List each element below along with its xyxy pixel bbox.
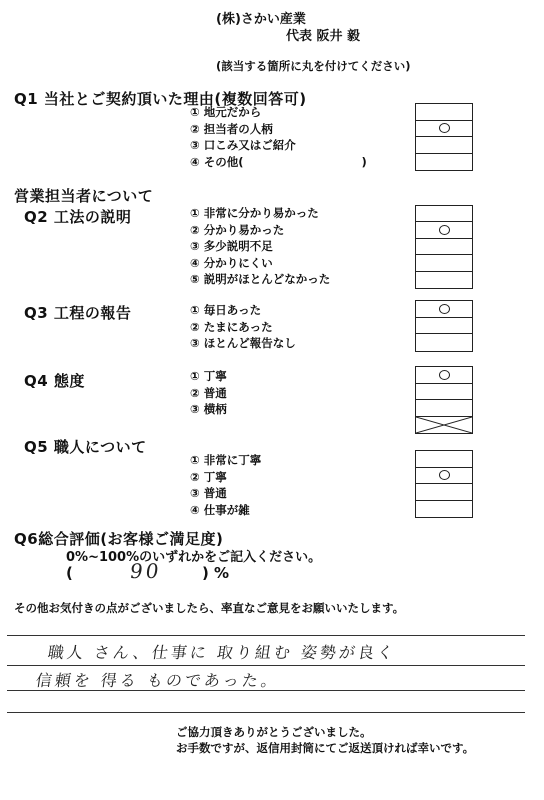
q2-option-3: ③ 多少説明不足 (190, 239, 273, 253)
q4-answer-cell-4[interactable] (416, 417, 472, 434)
q3-title: Q3 工程の報告 (24, 304, 132, 322)
q5-answer-cell-3[interactable] (416, 484, 472, 501)
cross-mark-icon (416, 417, 472, 433)
q2-answer-box[interactable] (415, 205, 473, 289)
q1-title: Q1 当社とご契約頂いた理由(複数回答可) (14, 90, 307, 108)
q6-score-value[interactable]: 90 (128, 559, 164, 583)
q5-option-4: ④ 仕事が雑 (190, 502, 250, 517)
circle-mark-icon (439, 370, 450, 380)
comment-line-3 (7, 712, 525, 713)
q3-option-3: ③ ほとんど報告なし (190, 336, 296, 350)
q3-option-1: ① 毎日あった (190, 303, 262, 317)
q5-answer-cell-4[interactable] (416, 501, 472, 518)
comment-line-top (7, 635, 525, 636)
q2-option-2: ② 分かり易かった (190, 222, 285, 237)
comments-prompt: その他お気付きの点がございましたら、率直なご意見をお願いいたします。 (14, 601, 405, 615)
comment-line-1 (7, 665, 525, 666)
sales-section-title: 営業担当者について (14, 187, 154, 205)
q2-option-5: ⑤ 説明がほとんどなかった (190, 272, 331, 286)
q3-answer-cell-1[interactable] (416, 301, 472, 318)
comment-handwritten-line-1[interactable]: 職人 さん、仕事に 取り組む 姿勢が良く (46, 643, 398, 662)
q4-option-3: ③ 横柄 (190, 402, 227, 416)
q5-option-1: ① 非常に丁寧 (190, 453, 262, 467)
circle-mark-icon (439, 304, 450, 314)
q4-answer-cell-2[interactable] (416, 384, 472, 401)
comment-line-2 (7, 690, 525, 691)
q6-title: Q6総合評価(お客様ご満足度) (14, 530, 224, 548)
q2-options (190, 205, 330, 288)
q4-option-1: ① 丁寧 (190, 369, 227, 383)
q4-options (190, 368, 227, 418)
circle-mark-icon (439, 123, 450, 133)
q2-answer-cell-2[interactable] (416, 222, 472, 238)
q4-option-2: ② 普通 (190, 385, 227, 400)
q1-options (190, 104, 367, 170)
q2-option-1: ① 非常に分かり易かった (190, 206, 319, 220)
q4-answer-cell-1[interactable] (416, 367, 472, 384)
footer-return-request: お手数ですが、返信用封筒にてご返送頂ければ幸いです。 (176, 741, 475, 755)
circle-mark-icon (439, 470, 450, 480)
q5-answer-box[interactable] (415, 450, 473, 518)
q2-title: Q2 工法の説明 (24, 208, 132, 226)
q5-title: Q5 職人について (24, 438, 147, 456)
q1-answer-cell-1[interactable] (416, 104, 472, 121)
q1-answer-cell-3[interactable] (416, 137, 472, 154)
q4-title: Q4 態度 (24, 372, 85, 390)
q1-option-3: ③ 口こみ又はご紹介 (190, 138, 296, 152)
q4-answer-cell-3[interactable] (416, 400, 472, 417)
q5-answer-cell-1[interactable] (416, 451, 472, 468)
footer-thanks: ご協力頂きありがとうございました。 (176, 725, 372, 739)
representative-name: 代表 阪井 毅 (286, 29, 361, 44)
q2-answer-cell-4[interactable] (416, 255, 472, 271)
company-name: (株)さかい産業 (216, 12, 306, 27)
q1-option-2: ② 担当者の人柄 (190, 121, 273, 136)
q2-answer-cell-1[interactable] (416, 206, 472, 222)
q3-answer-cell-2[interactable] (416, 318, 472, 335)
q1-answer-cell-4[interactable] (416, 154, 472, 171)
q3-option-2: ② たまにあった (190, 319, 273, 334)
q3-answer-box[interactable] (415, 300, 473, 352)
q1-option-1: ① 地元だから (190, 105, 262, 119)
q3-options (190, 302, 296, 352)
form-instruction: (該当する箇所に丸を付けてください) (216, 59, 411, 73)
q5-option-2: ② 丁寧 (190, 469, 227, 484)
q5-options (190, 452, 261, 518)
q6-close-paren: ) (202, 564, 209, 582)
q1-answer-box[interactable] (415, 103, 473, 171)
q6-instruction: 0%~100%のいずれかをご記入ください。 (66, 550, 322, 565)
q6-percent-unit: % (214, 564, 230, 582)
comment-handwritten-line-2[interactable]: 信頼を 得る ものであった。 (34, 671, 282, 690)
q5-option-3: ③ 普通 (190, 486, 227, 500)
q4-answer-box[interactable] (415, 366, 473, 434)
q6-open-paren: ( (66, 564, 73, 582)
q2-answer-cell-3[interactable] (416, 239, 472, 255)
q3-answer-cell-3[interactable] (416, 334, 472, 351)
circle-mark-icon (439, 225, 450, 235)
q1-answer-cell-2[interactable] (416, 121, 472, 138)
q1-option-4: ④ その他( ) (190, 154, 367, 169)
q2-option-4: ④ 分かりにくい (190, 255, 273, 270)
q2-answer-cell-5[interactable] (416, 272, 472, 288)
q5-answer-cell-2[interactable] (416, 468, 472, 485)
